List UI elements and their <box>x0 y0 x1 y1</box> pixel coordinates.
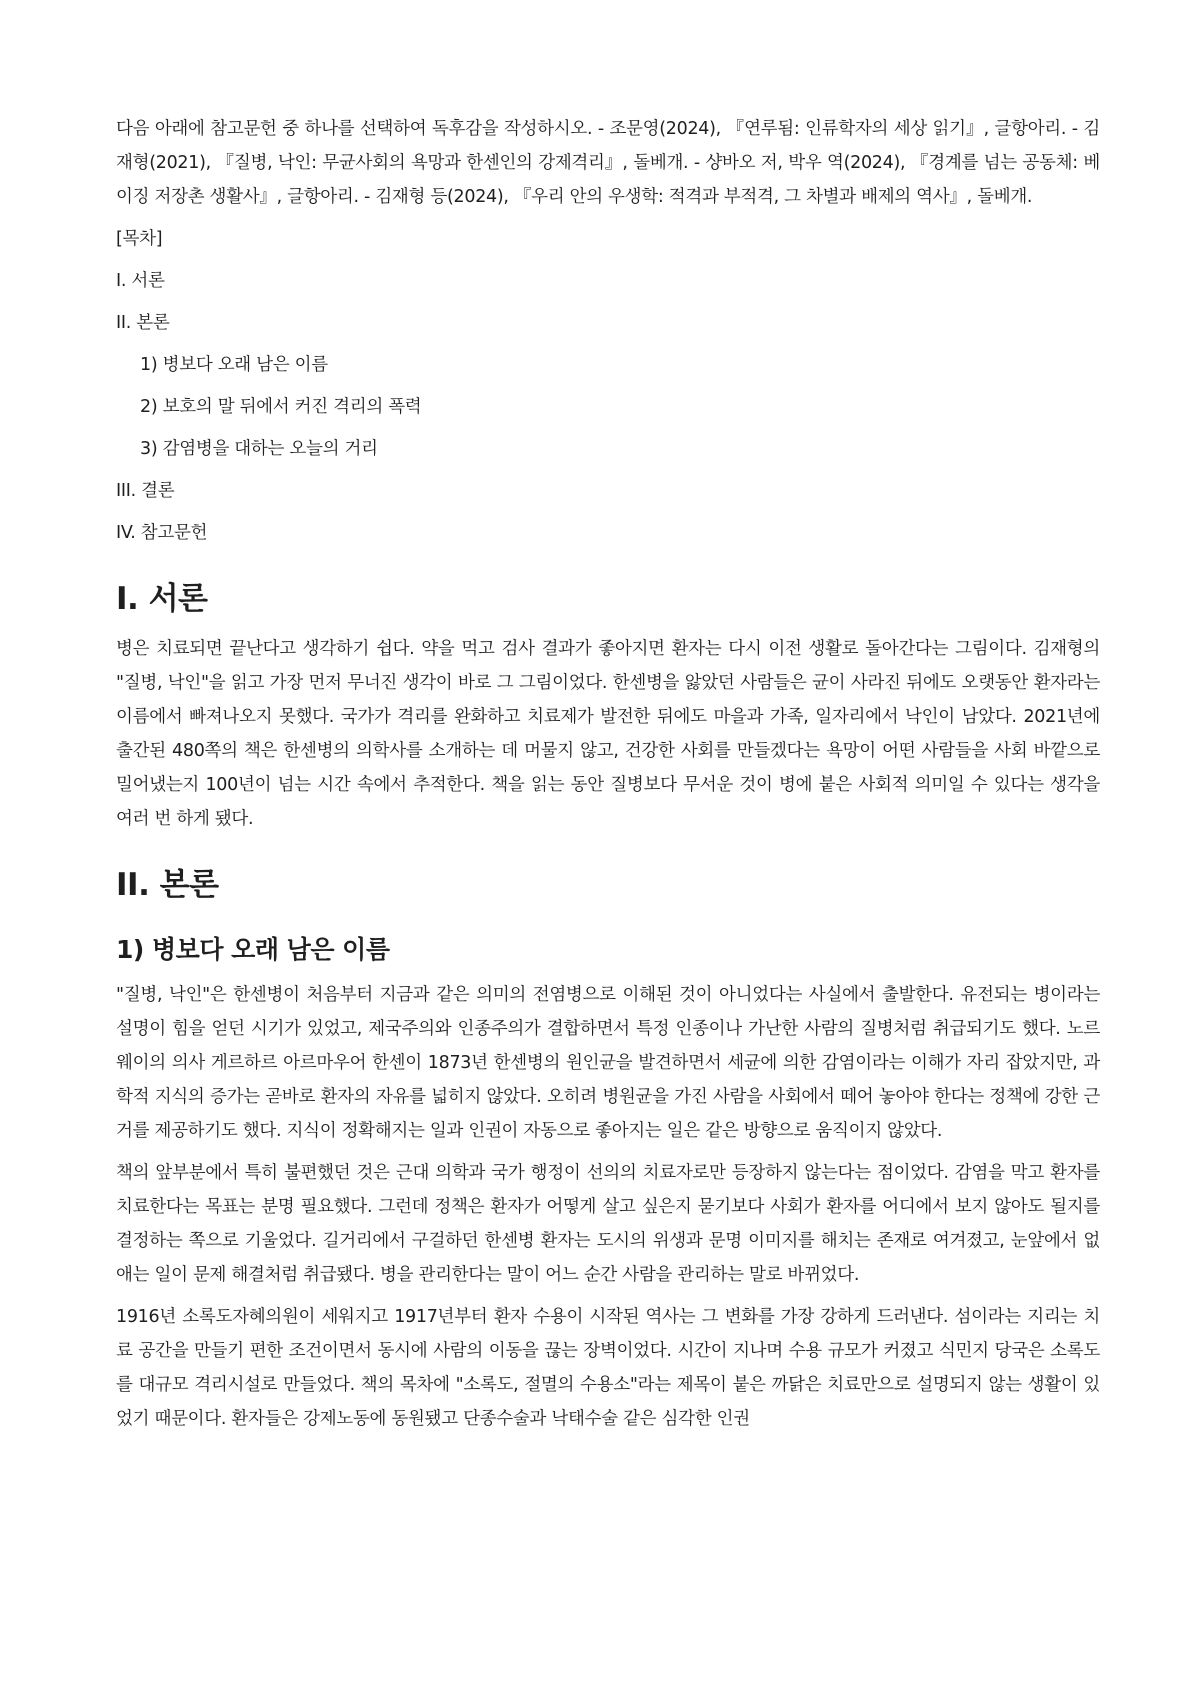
toc-item-conclusion: III. 결론 <box>116 481 175 501</box>
toc-item-body: II. 본론 <box>116 313 170 333</box>
intro-paragraph: 병은 치료되면 끝난다고 생각하기 쉽다. 약을 먹고 검사 결과가 좋아지면 환자는 다시 이전 생활로 돌아간다는 그림이다. 김재형의 "질병, 낙인"을 읽고 가장 먼저 무너진 생각이 바로 그 그림이었다. 한센병을 앓았던 사람들은 균이 사라진 뒤에도 오랫동안 환자라는 이름에서 빠져나오지 못했다. 국가가 격리를 완화하고 치료제가 발전한 뒤에도 마을과 가족, 일자리에서 낙인이 남았다. 2021년에 출간된 480쪽의 책은 한센병의 의학사를 소개하는 데 머물지 않고, 건강한 사회를 만들겠다는 욕망이 어떤 사람들을 사회 바깥으로 밀어냈는지 100년이 넘는 시간 속에서 추적한다. 책을 읽는 동안 질병보다 무서운 것이 병에 붙은 사회적 의미일 수 있다는 생각을 여러 번 하게 됐다. <box>116 639 1100 829</box>
subsection-1-heading: 1) 병보다 오래 남은 이름 <box>116 935 390 964</box>
assignment-prompt: 다음 아래에 참고문헌 중 하나를 선택하여 독후감을 작성하시오. - 조문영(2024), 『연루됨: 인류학자의 세상 읽기』, 글항아리. - 김재형(2021), 『질병, 낙인: 무균사회의 욕망과 한센인의 강제격리』, 돌베개. - 샹바오 저, 박우 역(2024), 『경계를 넘는 공동체: 베이징 저장촌 생활사』, 글항아리. - 김재형 등(2024), 『우리 안의 우생학: 적격과 부적격, 그 차별과 배제의 역사』, 돌베개. <box>116 119 1100 207</box>
subsection-1-paragraph-3: 1916년 소록도자혜의원이 세워지고 1917년부터 환자 수용이 시작된 역사는 그 변화를 가장 강하게 드러낸다. 섬이라는 지리는 치료 공간을 만들기 편한 조건이면서 동시에 사람의 이동을 끊는 장벽이었다. 시간이 지나며 수용 규모가 커졌고 식민지 당국은 소록도를 대규모 격리시설로 만들었다. 책의 목차에 "소록도, 절멸의 수용소"라는 제목이 붙은 까닭은 치료만으로 설명되지 않는 생활이 있었기 때문이다. 환자들은 강제노동에 동원됐고 단종수술과 낙태수술 같은 심각한 인권 <box>116 1307 1100 1429</box>
intro-heading: I. 서론 <box>116 581 208 617</box>
toc-item-intro: I. 서론 <box>116 271 165 291</box>
toc-heading: [목차] <box>116 229 163 249</box>
toc-item-body-3: 3) 감염병을 대하는 오늘의 거리 <box>140 439 378 459</box>
toc-item-references: IV. 참고문헌 <box>116 523 208 543</box>
toc-item-body-2: 2) 보호의 말 뒤에서 커진 격리의 폭력 <box>140 397 422 417</box>
subsection-1-paragraph-2: 책의 앞부분에서 특히 불편했던 것은 근대 의학과 국가 행정이 선의의 치료자로만 등장하지 않는다는 점이었다. 감염을 막고 환자를 치료한다는 목표는 분명 필요했다. 그런데 정책은 환자가 어떻게 살고 싶은지 묻기보다 사회가 환자를 어디에서 보지 않아도 될지를 결정하는 쪽으로 기울었다. 길거리에서 구걸하던 한센병 환자는 도시의 위생과 문명 이미지를 해치는 존재로 여겨졌고, 눈앞에서 없애는 일이 문제 해결처럼 취급됐다. 병을 관리한다는 말이 어느 순간 사람을 관리하는 말로 바뀌었다. <box>116 1163 1100 1285</box>
subsection-1-paragraph-1: "질병, 낙인"은 한센병이 처음부터 지금과 같은 의미의 전염병으로 이해된 것이 아니었다는 사실에서 출발한다. 유전되는 병이라는 설명이 힘을 얻던 시기가 있었고, 제국주의와 인종주의가 결합하면서 특정 인종이나 가난한 사람의 질병처럼 취급되기도 했다. 노르웨이의 의사 게르하르 아르마우어 한센이 1873년 한센병의 원인균을 발견하면서 세균에 의한 감염이라는 이해가 자리 잡았지만, 과학적 지식의 증가는 곧바로 환자의 자유를 넓히지 않았다. 오히려 병원균을 가진 사람을 사회에서 떼어 놓아야 한다는 정책에 강한 근거를 제공하기도 했다. 지식이 정확해지는 일과 인권이 자동으로 좋아지는 일은 같은 방향으로 움직이지 않았다. <box>116 985 1100 1141</box>
toc-item-body-1: 1) 병보다 오래 남은 이름 <box>140 355 328 375</box>
document-page <box>116 112 1100 1444</box>
body-heading: II. 본론 <box>116 867 219 903</box>
